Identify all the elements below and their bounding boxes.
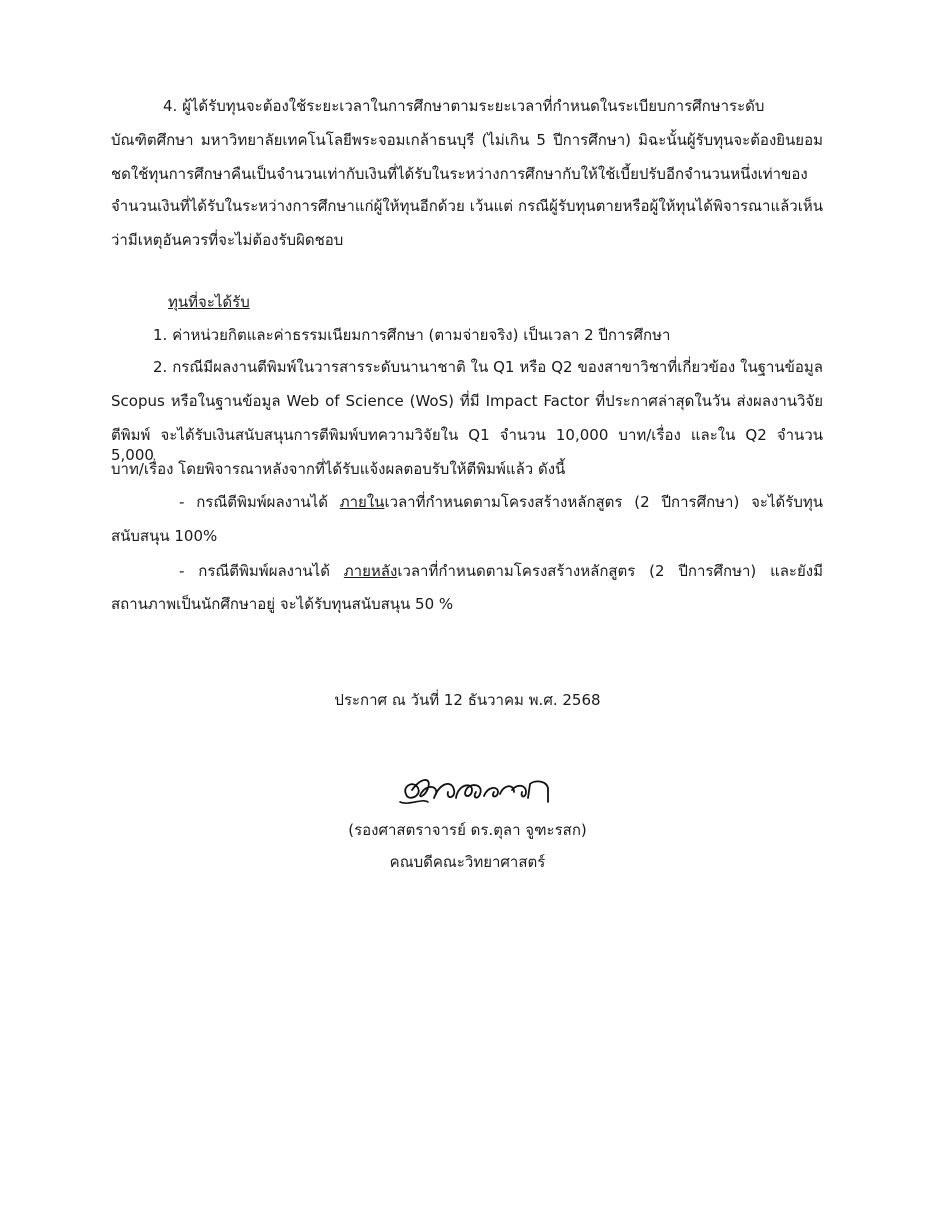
case-after-rest: เวลาที่กำหนดตามโครงสร้างหลักสูตร (2 ปีการศึกษา) และยังมี: [397, 562, 823, 580]
case-after-underlined: ภายหลัง: [343, 562, 398, 580]
case-within-prefix: - กรณีตีพิมพ์ผลงานได้: [179, 493, 340, 511]
clause-4-line-1: 4. ผู้ได้รับทุนจะต้องใช้ระยะเวลาในการศึกษาตามระยะเวลาที่กำหนดในระเบียบการศึกษาระดับ: [163, 97, 765, 115]
case-within-line-1: [179, 492, 823, 512]
signatory-position: คณบดีคณะวิทยาศาสตร์: [389, 853, 546, 871]
benefit-item-2-line-3: ตีพิมพ์ จะได้รับเงินสนับสนุนการตีพิมพ์บทความวิจัยใน Q1 จำนวน 10,000 บาท/เรื่อง และใน Q2 จำนวน 5,000: [111, 426, 823, 464]
benefit-item-1: 1. ค่าหน่วยกิตและค่าธรรมเนียมการศึกษา (ตามจ่ายจริง) เป็นเวลา 2 ปีการศึกษา: [153, 326, 671, 344]
clause-4-line-2: บัณฑิตศึกษา มหาวิทยาลัยเทคโนโลยีพระจอมเกล้าธนบุรี (ไม่เกิน 5 ปีการศึกษา) มิฉะนั้นผู้รับทุนจะต้องยินยอม: [111, 131, 823, 149]
case-after-line-2: สถานภาพเป็นนักศึกษาอยู่ จะได้รับทุนสนับสนุน 50 %: [111, 595, 454, 613]
benefit-item-2-line-4: บาท/เรื่อง โดยพิจารณาหลังจากที่ได้รับแจ้งผลตอบรับให้ตีพิมพ์แล้ว ดังนี้: [111, 460, 566, 478]
benefit-item-2-line-2: Scopus หรือในฐานข้อมูล Web of Science (WoS) ที่มี Impact Factor ที่ประกาศล่าสุดในวัน ส่งผลงานวิจัย: [111, 392, 823, 410]
case-within-rest: เวลาที่กำหนดตามโครงสร้างหลักสูตร (2 ปีการศึกษา) จะได้รับทุน: [384, 493, 823, 511]
benefits-heading: ทุนที่จะได้รับ: [168, 293, 250, 311]
signature-image: [398, 768, 558, 812]
signatory-name: (รองศาสตราจารย์ ดร.ตุลา จูฑะรสก): [348, 821, 587, 839]
benefit-item-2-line-1: 2. กรณีมีผลงานตีพิมพ์ในวารสารระดับนานาชาติ ใน Q1 หรือ Q2 ของสาขาวิชาที่เกี่ยวข้อง ในฐานข้อมูล: [153, 358, 823, 376]
announcement-date: ประกาศ ณ วันที่ 12 ธันวาคม พ.ศ. 2568: [334, 691, 601, 709]
case-after-prefix: - กรณีตีพิมพ์ผลงานได้: [179, 562, 344, 580]
case-within-line-2: สนับสนุน 100%: [111, 527, 218, 545]
clause-4-line-3: ชดใช้ทุนการศึกษาคืนเป็นจำนวนเท่ากับเงินที่ได้รับในระหว่างการศึกษากับให้ใช้เบี้ยปรับอีกจำนวนหนึ่งเท่าของ: [111, 165, 808, 183]
clause-4-line-5: ว่ามีเหตุอันควรที่จะไม่ต้องรับผิดชอบ: [111, 231, 344, 249]
clause-4-line-4: จำนวนเงินที่ได้รับในระหว่างการศึกษาแก่ผู้ให้ทุนอีกด้วย เว้นแต่ กรณีผู้รับทุนตายหรือผู้ให้ทุนได้พิจารณาแล้วเห็น: [111, 197, 823, 215]
case-after-line-1: [179, 561, 823, 581]
case-within-underlined: ภายใน: [339, 493, 385, 511]
